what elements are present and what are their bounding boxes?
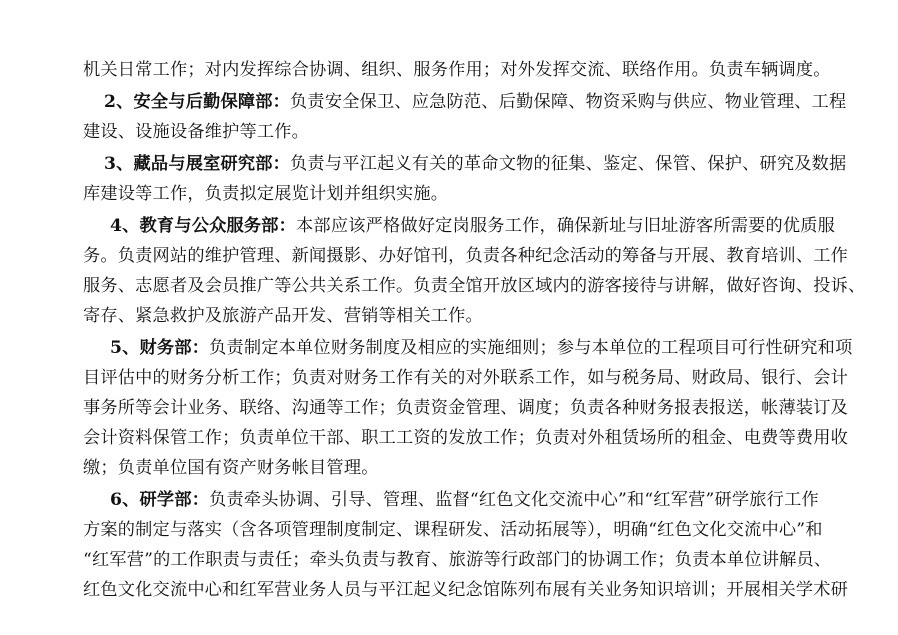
paragraph-6-line-4	[83, 578, 848, 602]
paragraph-4-line-3	[83, 274, 865, 298]
paragraph-2-line-2	[83, 120, 309, 144]
line-text: 缴；负责单位国有资产财务帐目管理。	[83, 458, 379, 478]
line-text: 库建设等工作，负责拟定展览计划并组织实施。	[83, 184, 449, 204]
paragraph-5-line-5	[83, 456, 379, 480]
section-heading-security: 2、安全与后勤保障部：	[104, 92, 291, 112]
line-text: 建设、设施设备维护等工作。	[83, 122, 310, 142]
paragraph-6-line-1	[110, 488, 819, 512]
line-text: 务。负责网站的维护管理、新闻摄影、办好馆刊，负责各种纪念活动的筹备与开展、教育培训、工作	[83, 246, 849, 266]
line-text: 负责制定本单位财务制度及相应的实施细则；参与本单位的工程项目可行性研究和项	[209, 338, 853, 358]
line-text: 会计资料保管工作；负责单位干部、职工工资的发放工作；负责对外租赁场所的租金、电费等费用收	[83, 428, 849, 448]
paragraph-6-line-3	[83, 548, 831, 572]
section-heading-education: 4、教育与公众服务部：	[110, 216, 297, 236]
paragraph-5-line-2	[83, 366, 848, 390]
section-heading-collections: 3、藏品与展室研究部：	[104, 154, 291, 174]
line-text: 负责安全保卫、应急防范、后勤保障、物资采购与供应、物业管理、工程	[290, 92, 847, 112]
paragraph-5-line-1	[110, 336, 852, 360]
line-text: 本部应该严格做好定岗服务工作，确保新址与旧址游客所需要的优质服	[296, 216, 836, 236]
paragraph-1-line-1	[83, 58, 831, 82]
paragraph-4-line-4	[83, 304, 483, 328]
section-heading-study: 6、研学部：	[110, 490, 210, 510]
line-text: 机关日常工作；对内发挥综合协调、组织、服务作用；对外发挥交流、联络作用。负责车辆调度。	[83, 60, 831, 80]
paragraph-2-line-1	[104, 90, 846, 114]
line-text: 红色文化交流中心和红军营业务人员与平江起义纪念馆陈列布展有关业务知识培训；开展相关学术研	[83, 580, 849, 600]
paragraph-5-line-3	[83, 396, 848, 420]
paragraph-6-line-2	[83, 518, 823, 542]
paragraph-3-line-2	[83, 182, 448, 206]
paragraph-4-line-1	[110, 214, 835, 238]
line-text: 事务所等会计业务、联络、沟通等工作；负责资金管理、调度；负责各种财务报表报送，帐薄装订及	[83, 398, 849, 418]
line-text: 目评估中的财务分析工作；负责对财务工作有关的对外联系工作，如与税务局、财政局、银行、会计	[83, 368, 849, 388]
line-text: “红军营”的工作职责与责任；牵头负责与教育、旅游等行政部门的协调工作；负责本单位讲解员、	[83, 550, 832, 570]
line-text: 负责牵头协调、引导、管理、监督“红色文化交流中心”和“红军营”研学旅行工作	[209, 490, 819, 510]
paragraph-4-line-2	[83, 244, 848, 268]
paragraph-3-line-1	[104, 152, 846, 176]
line-text: 方案的制定与落实（含各项管理制度制定、课程研发、活动拓展等），明确“红色文化交流中心”和	[83, 520, 823, 540]
line-text: 寄存、紧急救护及旅游产品开发、营销等相关工作。	[83, 306, 483, 326]
line-text: 负责与平江起义有关的革命文物的征集、鉴定、保管、保护、研究及数据	[290, 154, 847, 174]
paragraph-5-line-4	[83, 426, 848, 450]
section-heading-finance: 5、财务部：	[110, 338, 210, 358]
line-text: 服务、志愿者及会员推广等公共关系工作。负责全馆开放区域内的游客接待与讲解，做好咨询、投诉、	[83, 276, 866, 296]
